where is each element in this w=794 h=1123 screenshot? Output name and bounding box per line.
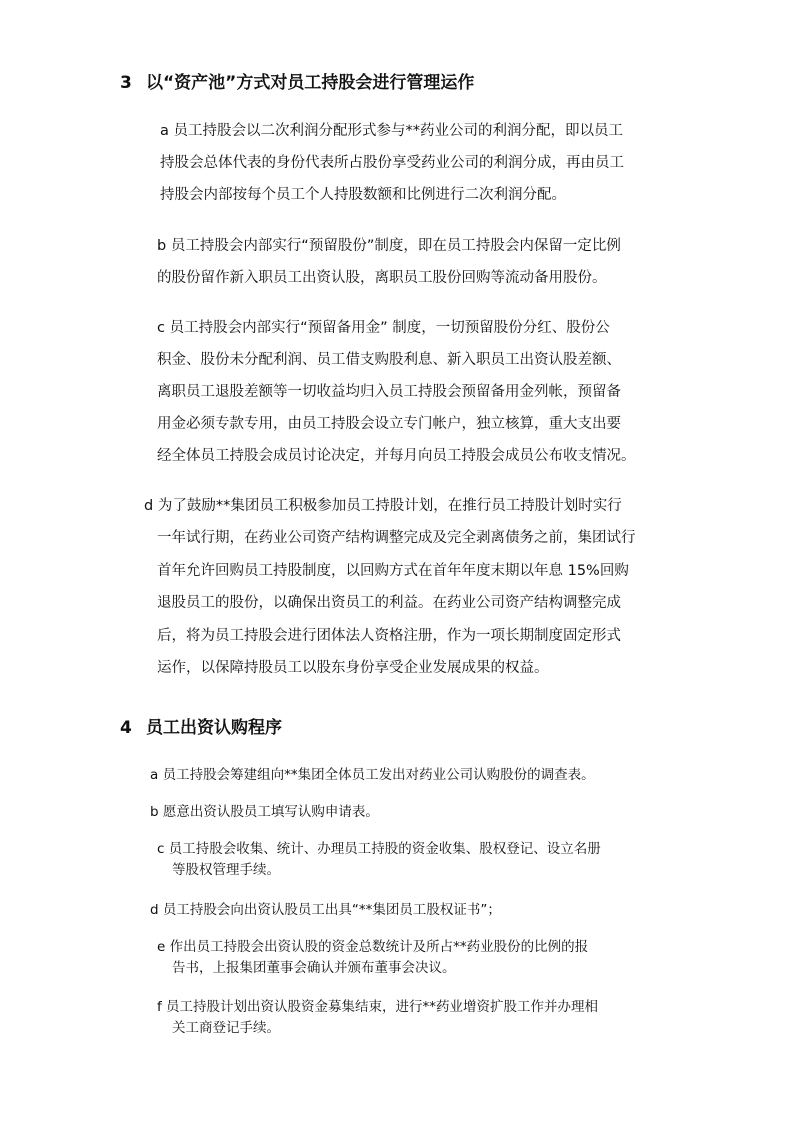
paragraph-line: d 为了鼓励**集团员工积极参加员工持股计划，在推行员工持股计划时实行	[144, 498, 622, 514]
section-title: 员工出资认购程序	[146, 718, 282, 738]
paragraph-line: 持股会总体代表的身份代表所占股份享受药业公司的利润分成，再由员工	[160, 155, 624, 171]
paragraph-line: 离职员工退股差额等一切收益均归入员工持股会预留备用金列帐，预留备	[157, 384, 621, 400]
paragraph-line: 运作，以保障持股员工以股东身份享受企业发展成果的权益。	[157, 660, 549, 676]
paragraph-line: 首年允许回购员工持股制度，以回购方式在首年年度末期以年息 15%回购	[157, 563, 629, 579]
paragraph-line: 后，将为员工持股会进行团体法人资格注册，作为一项长期制度固定形式	[157, 628, 621, 644]
list-item: 告书，上报集团董事会确认并颁布董事会决议。	[172, 960, 456, 976]
list-item: b 愿意出资认股员工填写认购申请表。	[150, 804, 379, 820]
paragraph-line: 用金必须专款专用，由员工持股会设立专门帐户，独立核算，重大支出要	[157, 416, 621, 432]
paragraph-line: c 员工持股会内部实行“预留备用金” 制度，一切预留股份分红、股份公	[157, 320, 610, 336]
section-title: 以“资产池”方式对员工持股会进行管理运作	[146, 73, 475, 93]
paragraph-line: b 员工持股会内部实行“预留股份”制度，即在员工持股会内保留一定比例	[157, 238, 621, 254]
list-item: d 员工持股会向出资认股员工出具“**集团员工股权证书”；	[150, 902, 501, 918]
paragraph-line: 持股会内部按每个员工个人持股数额和比例进行二次利润分配。	[160, 187, 566, 203]
paragraph-line: 一年试行期，在药业公司资产结构调整完成及完全剥离债务之前，集团试行	[157, 530, 636, 546]
list-item: 等股权管理手续。	[172, 862, 280, 878]
section-number: 3	[120, 73, 132, 93]
list-item: e 作出员工持股会出资认股的资金总数统计及所占**药业股份的比例的报	[157, 939, 589, 955]
section-4-heading	[120, 713, 282, 738]
list-item: c 员工持股会收集、统计、办理员工持股的资金收集、股权登记、设立名册	[157, 841, 601, 857]
section-number: 4	[120, 718, 132, 738]
list-item: f 员工持股计划出资认股资金募集结束，进行**药业增资扩股工作并办理相	[157, 999, 599, 1015]
paragraph-line: 退股员工的股份，以确保出资员工的利益。在药业公司资产结构调整完成	[157, 595, 621, 611]
list-item: 关工商登记手续。	[172, 1020, 280, 1036]
paragraph-line: 积金、股份未分配利润、员工借支购股利息、新入职员工出资认股差额、	[157, 352, 621, 368]
paragraph-line: a 员工持股会以二次利润分配形式参与**药业公司的利润分配，即以员工	[160, 123, 623, 139]
section-3-heading	[120, 68, 474, 93]
paragraph-line: 的股份留作新入职员工出资认股，离职员工股份回购等流动备用股份。	[157, 270, 607, 286]
paragraph-line: 经全体员工持股会成员讨论决定，并每月向员工持股会成员公布收支情况。	[157, 448, 636, 464]
list-item: a 员工持股会筹建组向**集团全体员工发出对药业公司认购股份的调查表。	[150, 767, 595, 783]
